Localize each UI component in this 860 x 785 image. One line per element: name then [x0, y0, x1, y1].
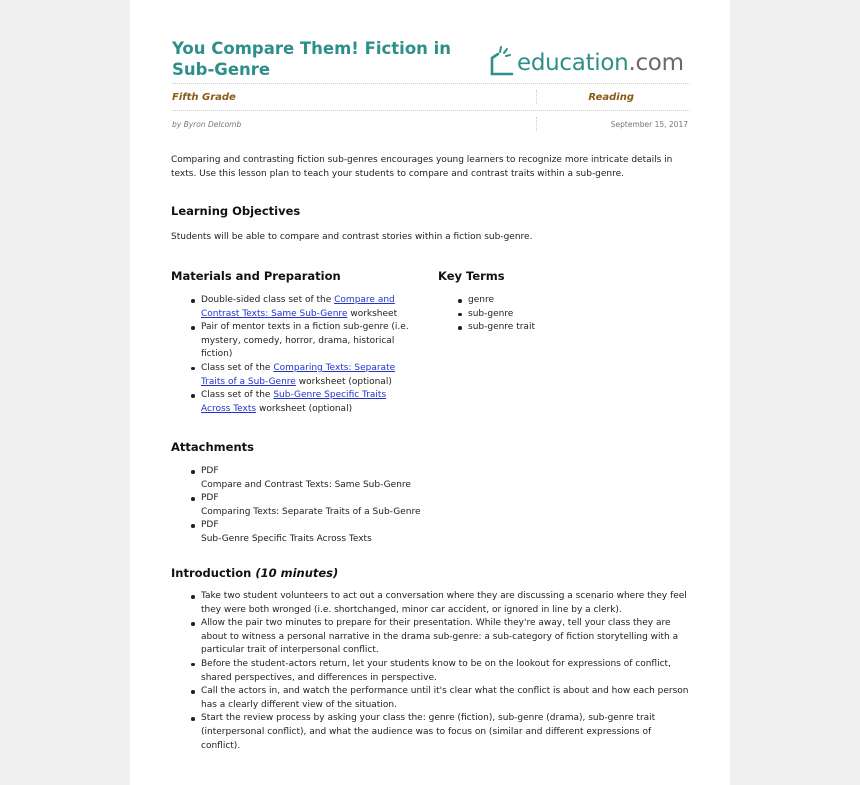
intro-paragraph: Comparing and contrasting fiction sub-genres encourages young learners to recognize more intricate details in texts. Use this lesson plan to teach your students to compare and contrast traits within a sub-genre.	[171, 155, 673, 179]
publish-date: September 15, 2017	[610, 120, 688, 129]
list-item: Call the actors in, and watch the performance until it's clear what the conflict is about and how each person has a clearly different view of the situation.	[171, 685, 693, 712]
education-com-logo[interactable]	[488, 44, 684, 76]
meta-separator	[536, 90, 537, 104]
worksheet-link[interactable]: Compare and Contrast Texts: Same Sub-Genre	[201, 295, 395, 319]
grade-label: Fifth Grade	[172, 92, 236, 103]
header-divider	[172, 83, 690, 84]
materials-heading: Materials and Preparation	[171, 269, 341, 283]
objectives-heading: Learning Objectives	[171, 204, 301, 218]
logo-word: education	[517, 50, 629, 76]
attachment-type: PDF	[201, 520, 219, 531]
introduction-heading: Introduction (10 minutes)	[171, 566, 339, 580]
attachment-name: Sub-Genre Specific Traits Across Texts	[201, 533, 372, 544]
list-item: Allow the pair two minutes to prepare for their presentation. While they're away, tell your class they are about to witness a personal narrative in the drama sub-genre: a sub-category of fiction storytelling with a particular trait of interpersonal conflict.	[171, 617, 693, 658]
list-item: Class set of the Comparing Texts: Separate Traits of a Sub-Genre worksheet (optional)	[171, 362, 413, 389]
meta-divider	[172, 110, 690, 111]
attachment-name: Compare and Contrast Texts: Same Sub-Genre	[201, 479, 411, 490]
key-terms-list	[438, 294, 678, 335]
attachment-name: Comparing Texts: Separate Traits of a Sub-Genre	[201, 506, 421, 517]
attachments-heading: Attachments	[171, 440, 254, 454]
logo-mark-icon	[488, 44, 516, 76]
list-item: sub-genre trait	[438, 321, 678, 335]
list-item[interactable]	[171, 465, 471, 492]
key-terms-heading: Key Terms	[438, 269, 505, 283]
list-item: Before the student-actors return, let your students know to be on the lookout for expressions of conflict, shared perspectives, and differences in perspective.	[171, 658, 693, 685]
list-item: Pair of mentor texts in a fiction sub-genre (i.e. mystery, comedy, horror, drama, historical fiction)	[171, 321, 413, 362]
byline-separator	[536, 117, 537, 131]
list-item: genre	[438, 294, 678, 308]
list-item: Double-sided class set of the Compare and Contrast Texts: Same Sub-Genre worksheet	[171, 294, 413, 321]
logo-tld: .com	[628, 50, 684, 76]
list-item: sub-genre	[438, 308, 678, 322]
list-item[interactable]	[171, 492, 471, 519]
objectives-text: Students will be able to compare and contrast stories within a fiction sub-genre.	[171, 232, 533, 242]
attachment-type: PDF	[201, 466, 219, 476]
list-item[interactable]	[171, 519, 471, 546]
lesson-title: You Compare Them! Fiction in Sub-Genre	[172, 39, 452, 79]
introduction-steps-list	[171, 590, 693, 753]
attachment-type: PDF	[201, 493, 219, 504]
materials-list	[171, 294, 413, 416]
author-byline: by Byron Delcomb	[172, 120, 242, 129]
attachments-list	[171, 465, 471, 547]
introduction-duration: (10 minutes)	[255, 566, 339, 580]
subject-label: Reading	[588, 92, 634, 103]
worksheet-link[interactable]: Sub-Genre Specific Traits Across Texts	[201, 390, 387, 414]
list-item: Take two student volunteers to act out a conversation where they are discussing a scenario where they feel they were both wronged (i.e. shortchanged, minor car accident, or ignored in line by a clerk).	[171, 590, 693, 617]
list-item: Start the review process by asking your class the: genre (fiction), sub-genre (drama), sub-genre trait (interpersonal conflict), and what the audience was to focus on (similar and different expressions of conflict).	[171, 712, 693, 753]
document-page	[130, 0, 730, 785]
list-item: Class set of the Sub-Genre Specific Traits Across Texts worksheet (optional)	[171, 389, 413, 416]
worksheet-link[interactable]: Comparing Texts: Separate Traits of a Sub-Genre	[201, 362, 396, 387]
